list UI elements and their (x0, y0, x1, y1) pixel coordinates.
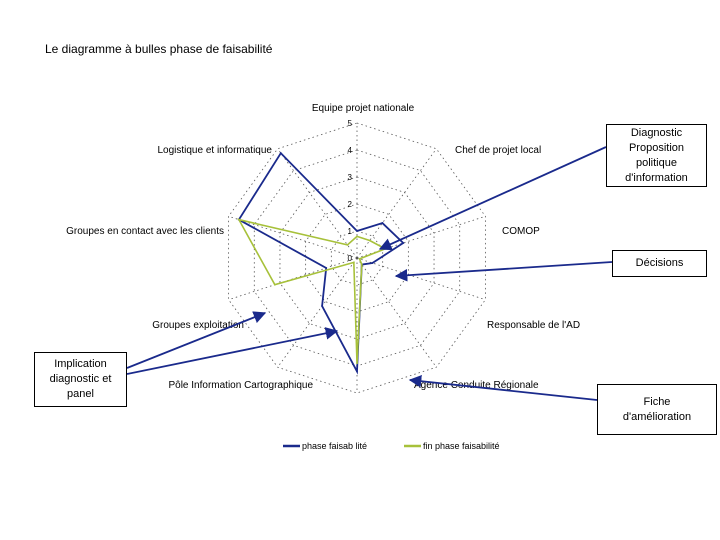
axis-label: Groupes en contact avec les clients (66, 226, 224, 237)
callout-arrow (127, 331, 337, 374)
series-point (325, 267, 327, 269)
callout-diagnostic (606, 124, 707, 187)
radial-tick-label: 5 (347, 119, 352, 128)
series-point (280, 152, 282, 154)
callout-line: d'amélioration (622, 410, 692, 423)
series-point (372, 262, 374, 264)
axis-label: Pôle Information Cartographique (168, 380, 313, 391)
radial-tick-label: 4 (347, 146, 352, 155)
series-point (356, 236, 358, 238)
series-point (384, 248, 386, 250)
axis-label: Groupes exploitation (152, 320, 244, 331)
callout-line: Implication (54, 358, 107, 370)
axis-label: Logistique et informatique (157, 145, 272, 156)
page-title: Le diagramme à bulles phase de faisabilité (45, 42, 273, 56)
callout-line: Décisions (635, 257, 684, 269)
callout-line: d'information (625, 171, 688, 184)
grid-spoke (278, 149, 357, 258)
legend-label: phase faisab lité (302, 441, 368, 451)
series-point (353, 261, 355, 263)
callout-line: politique (636, 156, 677, 169)
callout-arrow (380, 147, 606, 249)
series-point (402, 242, 404, 244)
series-point (356, 371, 358, 373)
axis-label: Equipe projet nationale (311, 103, 415, 114)
callout-fiche (597, 384, 717, 435)
callout-decisions (612, 250, 707, 277)
series-point (381, 222, 383, 224)
axis-label: Chef de projet local (455, 145, 542, 156)
series-point (359, 258, 361, 260)
series-point (356, 362, 358, 364)
series-line-fin-phase (239, 220, 385, 364)
axis-label: COMOP (502, 226, 540, 237)
callout-arrow (396, 262, 612, 276)
series-point (274, 284, 276, 286)
callout-line: Diagnostic (630, 126, 683, 139)
callout-line: diagnostic et (49, 373, 112, 385)
axis-label: Responsable de l'AD (487, 320, 581, 331)
series-point (356, 230, 358, 232)
legend-label: fin phase faisabilité (423, 441, 500, 451)
axis-label: Agence Conduite Régionale (414, 380, 539, 391)
series-point (321, 305, 323, 307)
callout-line: Proposition (628, 141, 685, 154)
grid-spoke (357, 258, 485, 300)
radial-tick-label: 1 (347, 227, 352, 236)
series-point (238, 219, 240, 221)
series-point (369, 240, 371, 242)
radial-tick-label: 2 (347, 200, 352, 209)
callout-line: panel (67, 388, 94, 400)
series-point (361, 264, 363, 266)
radial-tick-label: 3 (347, 173, 352, 182)
series-point (347, 244, 349, 246)
radial-tick-label: 0 (347, 254, 352, 263)
callout-line: Fiche (643, 395, 671, 408)
series-line-phase-faisabilite (239, 153, 403, 371)
callout-implication (34, 352, 127, 407)
